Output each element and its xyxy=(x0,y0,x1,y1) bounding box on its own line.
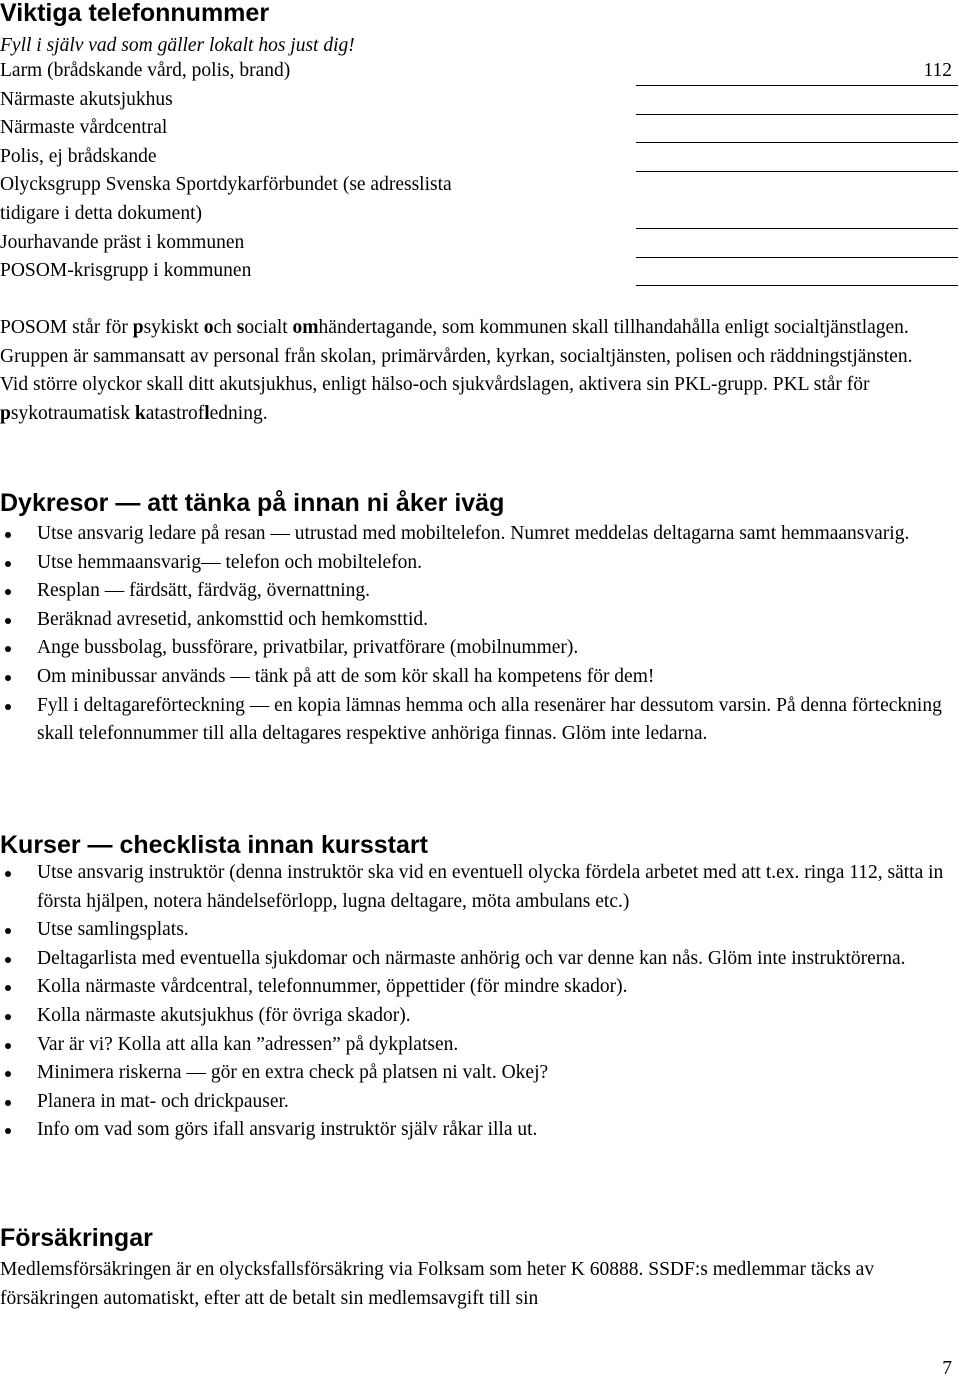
phone-label: Jourhavande präst i kommunen xyxy=(0,231,245,253)
text-run: ocialt xyxy=(244,317,293,338)
bullet-icon xyxy=(5,704,11,710)
bullet-icon xyxy=(5,871,11,877)
list-item-text: Utse ansvarig instruktör (denna instruktör ska vid en eventuell olycka fördela arbetet med att t.ex. ringa 112, sätta in första hjälpen, notera händelseförlopp, lugna deltagare, möta ambulans etc.) xyxy=(37,862,944,912)
list-item xyxy=(0,1059,950,1088)
text-run: händertagande, som kommunen skall tillhandahålla xyxy=(318,317,720,338)
list-item-text: Info om vad som görs ifall ansvarig instruktör själv råkar illa ut. xyxy=(37,1119,538,1141)
posom-paragraph xyxy=(0,314,945,428)
text-run: s xyxy=(236,317,245,338)
list-item-text: Utse ansvarig ledare på resan — utrustad med mobiltelefon. Numret meddelas deltagarna samt hemmaansvarig. xyxy=(37,523,910,544)
page-number: 7 xyxy=(942,1358,952,1379)
text-run: ch xyxy=(213,317,237,338)
text-run: edning. xyxy=(209,402,268,424)
phone-label: Larm (brådskande vård, polis, brand) xyxy=(0,60,291,81)
list-item-text: Resplan — färdsätt, färdväg, övernattning. xyxy=(37,580,371,602)
list-item-text: Minimera riskerna — gör en extra check på platsen ni valt. Okej? xyxy=(37,1062,549,1084)
section-heading-dykresor: Dykresor — att tänka på innan ni åker iväg xyxy=(0,489,505,517)
list-item-text: Deltagarlista med eventuella sjukdomar och närmaste anhörig och var denne kan nås. Glöm inte instruktörerna. xyxy=(37,947,906,969)
bullet-icon xyxy=(5,1100,11,1106)
bullet-icon xyxy=(5,589,11,595)
phone-value: 112 xyxy=(923,60,952,81)
phone-row xyxy=(0,229,960,258)
list-item xyxy=(0,1002,950,1031)
phone-label: Olycksgrupp Svenska Sportdykarförbundet (se adresslista xyxy=(0,174,452,196)
phone-row xyxy=(0,171,960,200)
phone-row xyxy=(0,114,960,143)
list-item xyxy=(0,549,950,578)
text-run: om xyxy=(292,317,319,338)
phone-label: Polis, ej brådskande xyxy=(0,145,157,167)
text-run: o xyxy=(203,317,214,338)
text-run: sykiskt xyxy=(143,317,204,338)
bullet-icon xyxy=(5,957,11,963)
list-item xyxy=(0,577,950,606)
fill-in-line[interactable] xyxy=(636,85,958,86)
phone-row xyxy=(0,86,960,115)
list-item-text: Om minibussar används — tänk på att de som kör skall ha kompetens för dem! xyxy=(37,665,655,687)
phone-row xyxy=(0,257,960,286)
text-run: p xyxy=(132,317,144,338)
bullet-icon xyxy=(5,1043,11,1049)
dykresor-list xyxy=(0,520,950,749)
list-item-text: Fyll i deltagareförteckning — en kopia lämnas hemma och alla resenärer har dessutom varsin. På denna förteckning skall telefonnummer till alla deltagares respektive anhöriga finnas. Glöm inte ledarna. xyxy=(37,694,942,745)
phone-label: tidigare i detta dokument) xyxy=(0,202,202,224)
phone-list xyxy=(0,57,960,286)
phone-row xyxy=(0,200,960,229)
list-item xyxy=(0,1088,950,1117)
phone-row xyxy=(0,143,960,172)
bullet-icon xyxy=(5,1128,11,1134)
list-item-text: Utse samlingsplats. xyxy=(37,919,189,941)
list-item xyxy=(0,945,950,974)
bullet-icon xyxy=(5,561,11,567)
kurser-list xyxy=(0,859,950,1145)
list-item xyxy=(0,520,950,549)
bullet-icon xyxy=(5,928,11,934)
list-item xyxy=(0,973,950,1002)
list-item xyxy=(0,692,950,749)
text-run: p xyxy=(0,402,11,424)
list-item-text: Beräknad avresetid, ankomsttid och hemkomsttid. xyxy=(37,608,428,630)
text-run: POSOM står för xyxy=(0,317,133,338)
bullet-icon xyxy=(5,532,11,538)
text-run: sykotraumatisk xyxy=(10,402,131,424)
bullet-icon xyxy=(5,646,11,652)
list-item-text: Utse hemmaansvarig— telefon och mobiltelefon. xyxy=(37,551,423,573)
list-item-text: Kolla närmaste akutsjukhus (för övriga skador). xyxy=(37,1004,411,1026)
list-item-text: Planera in mat- och drickpauser. xyxy=(37,1090,289,1112)
list-item xyxy=(0,634,950,663)
text-run: k xyxy=(134,402,146,424)
text-run: enligt socialtjänstlagen. Gruppen är sammansatt av personal från skolan, primärvården, kyrkan, socialtjänsten, polisen och räddningstjänsten. Vid större olyckor skall ditt akutsjukhus, enligt hälso-och sjukvårdslagen, aktivera sin PKL-grupp. PKL står för xyxy=(0,317,913,396)
list-item xyxy=(0,916,950,945)
bullet-icon xyxy=(5,675,11,681)
bullet-icon xyxy=(5,985,11,991)
bullet-icon xyxy=(5,1014,11,1020)
list-item xyxy=(0,606,950,635)
bullet-icon xyxy=(5,618,11,624)
phone-label: Närmaste akutsjukhus xyxy=(0,88,173,110)
phone-label: POSOM-krisgrupp i kommunen xyxy=(0,260,252,282)
list-item-text: Var är vi? Kolla att alla kan ”adressen” på dykplatsen. xyxy=(37,1033,459,1055)
list-item xyxy=(0,1116,950,1145)
section-heading-kurser: Kurser — checklista innan kursstart xyxy=(0,831,428,859)
page-subtitle: Fyll i själv vad som gäller lokalt hos just dig! xyxy=(0,35,355,56)
text-run: atastrof xyxy=(145,402,205,424)
page-title: Viktiga telefonnummer xyxy=(0,0,270,27)
fill-in-line[interactable] xyxy=(636,285,958,286)
phone-row xyxy=(0,57,960,86)
text-run: l xyxy=(204,402,210,424)
bullet-icon xyxy=(5,1071,11,1077)
list-item xyxy=(0,1031,950,1060)
list-item xyxy=(0,859,950,916)
list-item-text: Kolla närmaste vårdcentral, telefonnummer, öppettider (för mindre skador). xyxy=(37,976,628,998)
list-item-text: Ange bussbolag, bussförare, privatbilar, privatförare (mobilnummer). xyxy=(37,637,579,659)
list-item xyxy=(0,663,950,692)
forsakringar-paragraph: Medlemsförsäkringen är en olycksfallsförsäkring via Folksam som heter K 60888. SSDF:s medlemmar täcks av försäkringen automatiskt, efter att de betalt sin medlemsavgift till sin xyxy=(0,1259,875,1309)
section-heading-forsakringar: Försäkringar xyxy=(0,1224,153,1252)
phone-label: Närmaste vårdcentral xyxy=(0,117,168,139)
